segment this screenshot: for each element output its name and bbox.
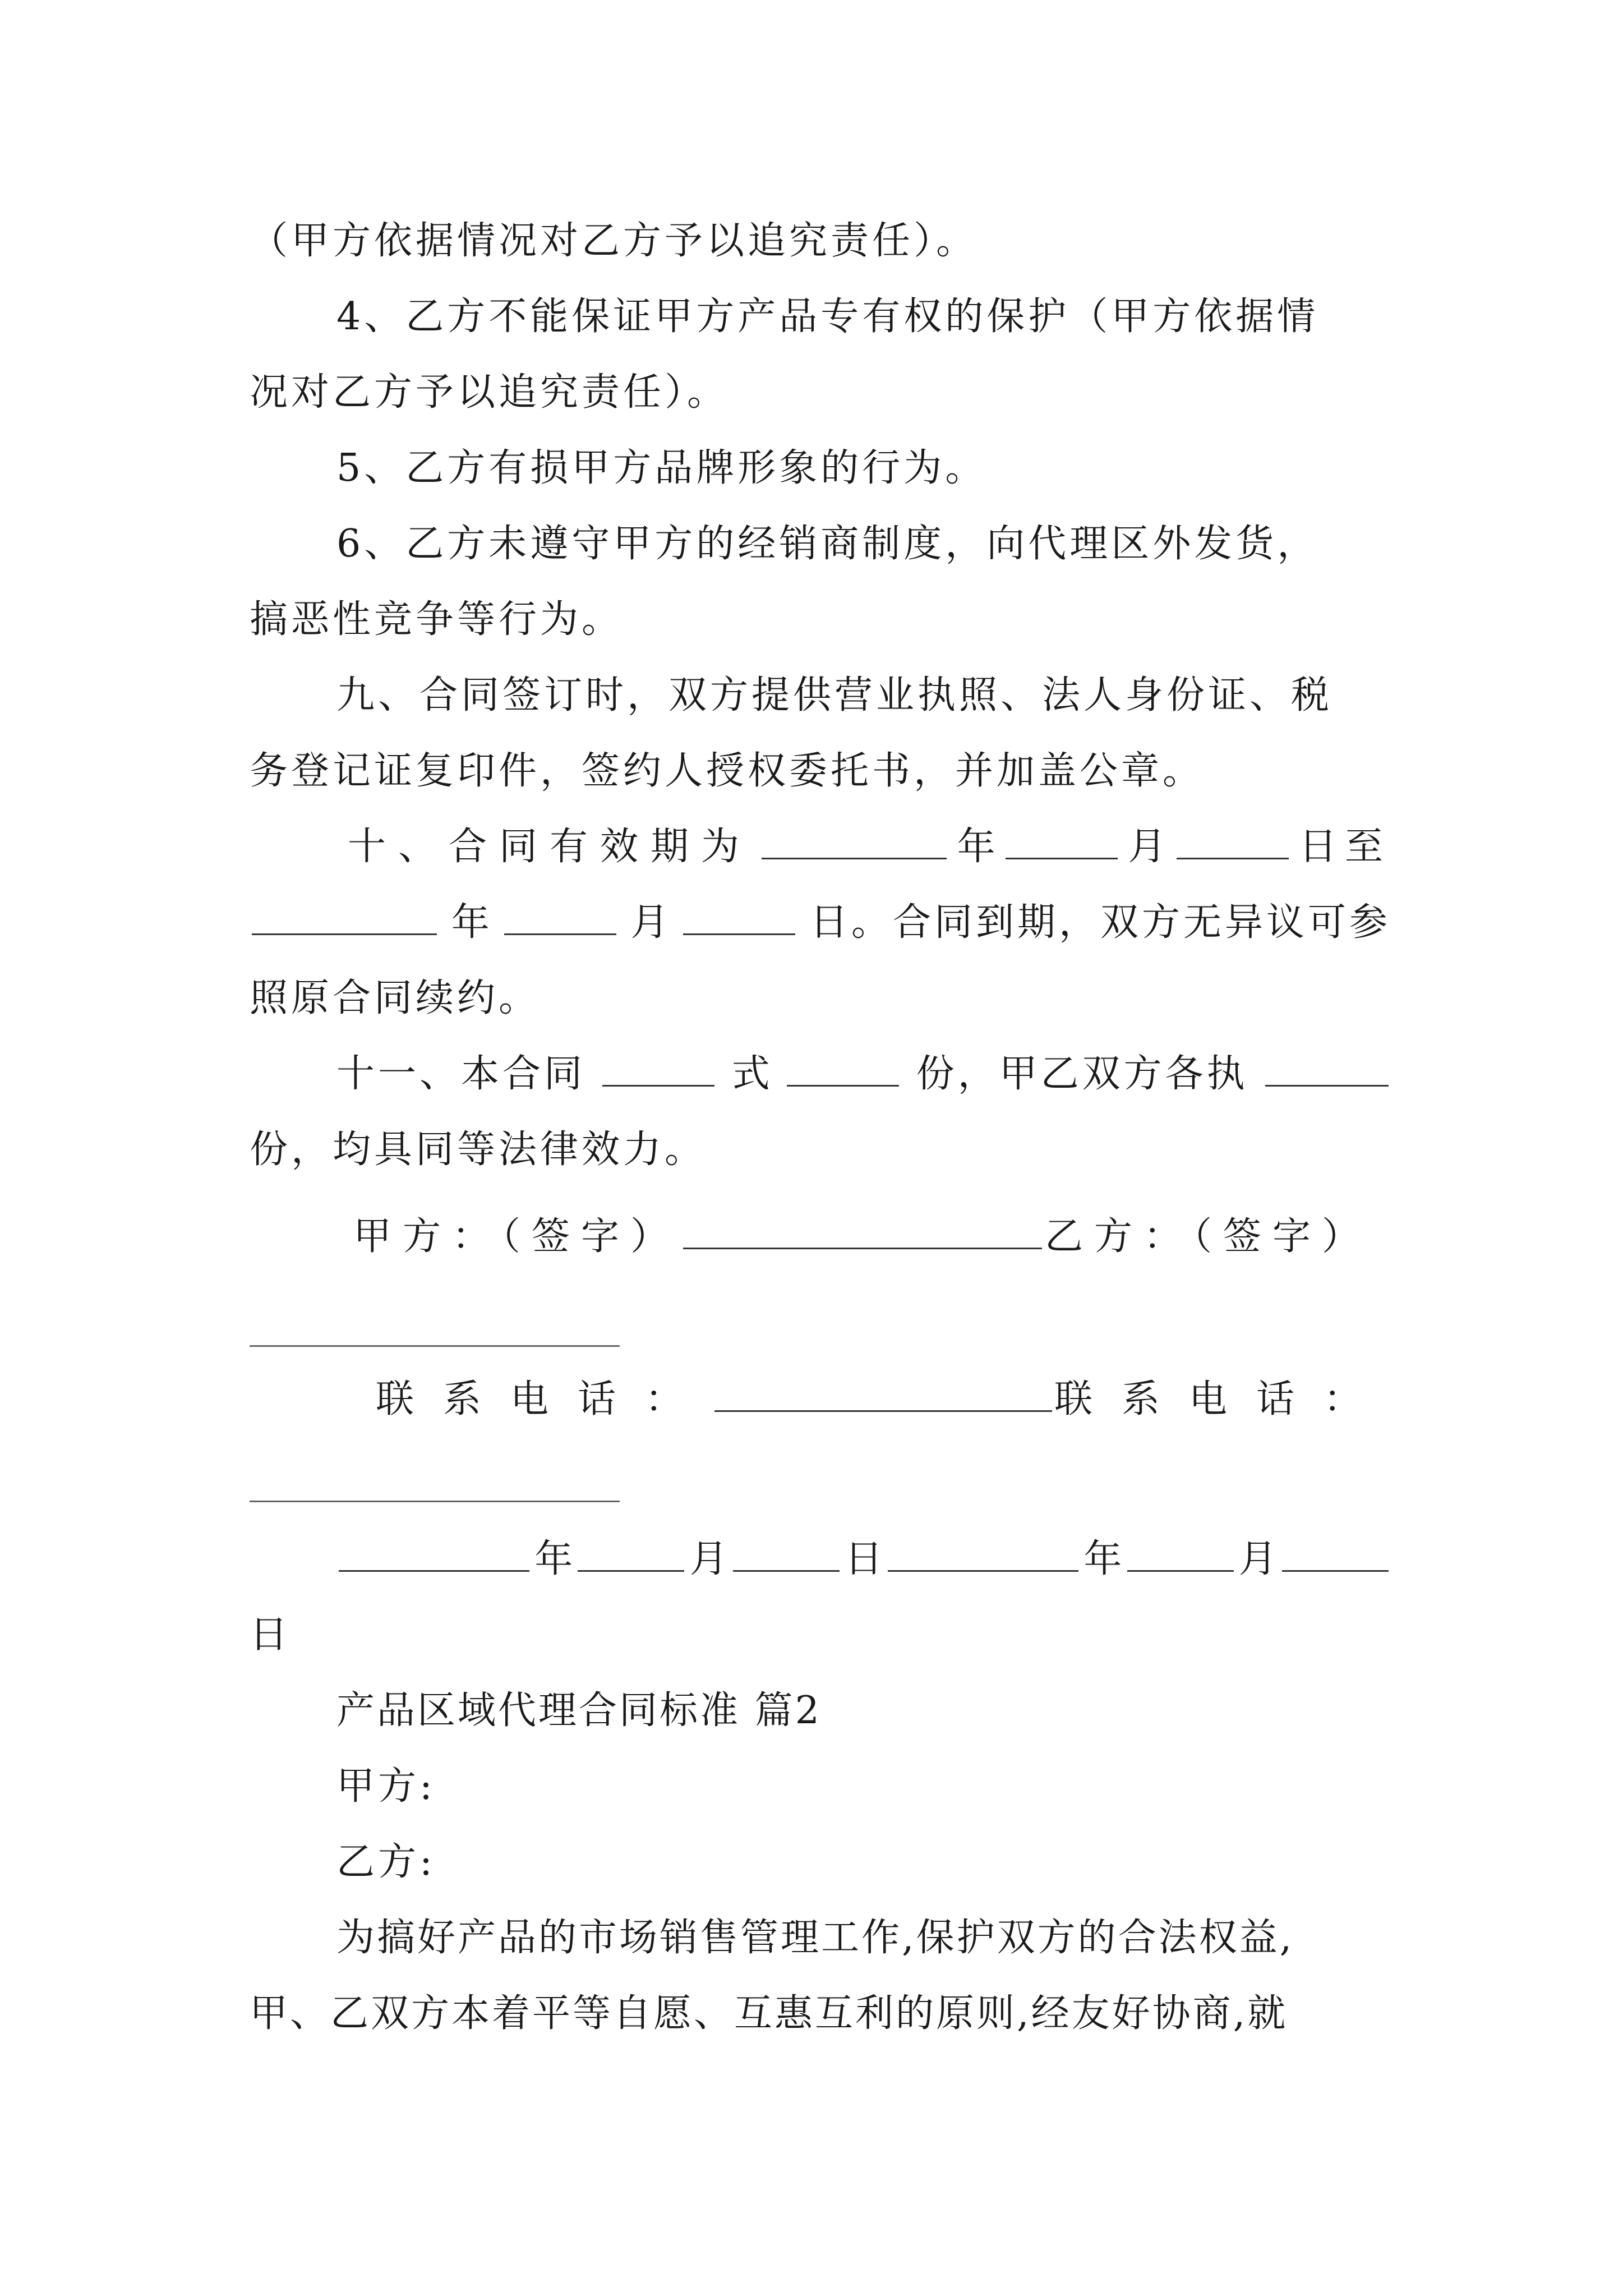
party-a-signature-line <box>683 1207 1042 1249</box>
blank-field <box>578 1530 684 1572</box>
section-2-title: 产品区域代理合同标准 篇2 <box>336 1688 822 1733</box>
blank-field <box>504 893 616 935</box>
blank-field <box>339 1530 529 1572</box>
text-line: （甲方依据情况对乙方予以追究责任）。 <box>250 219 978 263</box>
party-a-phone-line <box>714 1370 1052 1412</box>
term-day-to: 日至 <box>1298 825 1391 869</box>
party-b-phone-label: 联系电话： <box>1054 1377 1391 1421</box>
blank-field <box>683 893 795 935</box>
term-day-end: 日。合同到期，双方无异议可参 <box>809 900 1391 945</box>
blank-field <box>1282 1530 1389 1572</box>
clause-6-line-1: 6、乙方未遵守甲方的经销商制度，向代理区外发货， <box>336 522 1319 566</box>
blank-field <box>888 1530 1078 1572</box>
blank-field <box>762 817 947 859</box>
section-2-party-b: 乙方: <box>336 1840 436 1884</box>
date-day-b: 日 <box>250 1613 292 1657</box>
date-month-b: 月 <box>1238 1537 1277 1581</box>
blank-field <box>602 1045 714 1087</box>
date-day-a: 日 <box>844 1537 883 1581</box>
blank-field <box>1265 1045 1389 1087</box>
copies-style: 式 <box>731 1052 770 1096</box>
phone-row <box>376 1369 1391 1430</box>
blank-field <box>787 1045 899 1087</box>
clause-6-line-2: 搞恶性竞争等行为。 <box>250 597 624 642</box>
date-row <box>336 1529 1391 1590</box>
term-month: 月 <box>1128 825 1166 869</box>
date-year-b: 年 <box>1083 1537 1122 1581</box>
blank-field <box>1177 817 1289 859</box>
date-month-a: 月 <box>689 1537 728 1581</box>
term-prefix: 十、合同有效期为 <box>348 825 752 869</box>
clause-10-line-3: 照原合同续约。 <box>250 976 541 1020</box>
term-month-2: 月 <box>630 900 669 945</box>
date-year-a: 年 <box>534 1537 573 1581</box>
signature-row <box>353 1206 1371 1268</box>
section-2-party-a: 甲方: <box>336 1764 436 1809</box>
term-year: 年 <box>957 825 995 869</box>
clause-11-line-1 <box>336 1043 1391 1105</box>
term-year-2: 年 <box>451 900 490 945</box>
clause-4-line-2: 况对乙方予以追究责任）。 <box>250 370 729 415</box>
copies-prefix: 十一、本合同 <box>336 1052 586 1096</box>
clause-11-line-2: 份，均具同等法律效力。 <box>250 1128 707 1172</box>
section-2-paragraph-line-2: 甲、乙双方本着平等自愿、互惠互利的原则,经友好协商,就 <box>250 1991 1288 2036</box>
party-a-signature-label: 甲方：（签字） <box>353 1214 680 1259</box>
clause-5: 5、乙方有损甲方品牌形象的行为。 <box>336 446 987 490</box>
party-b-signature-line <box>250 1345 620 1347</box>
copies-each: 份，甲乙双方各执 <box>916 1052 1248 1096</box>
party-a-phone-label: 联系电话： <box>376 1377 713 1421</box>
clause-10-line-2 <box>250 892 1391 954</box>
clause-9-line-1: 九、合同签订时，双方提供营业执照、法人身份证、税 <box>336 673 1333 717</box>
blank-field <box>252 893 437 935</box>
blank-field <box>1127 1530 1234 1572</box>
clause-4-line-1: 4、乙方不能保证甲方产品专有权的保护（甲方依据情 <box>336 295 1319 339</box>
section-2-paragraph-line-1: 为搞好产品的市场销售管理工作,保护双方的合法权益, <box>336 1916 1294 1960</box>
party-b-signature-label: 乙方：（签字） <box>1044 1214 1371 1259</box>
blank-field <box>733 1530 840 1572</box>
clause-9-line-2: 务登记证复印件，签约人授权委托书，并加盖公章。 <box>250 749 1205 793</box>
party-b-phone-line <box>250 1501 620 1502</box>
blank-field <box>1006 817 1118 859</box>
clause-10-line-1 <box>348 816 1391 878</box>
